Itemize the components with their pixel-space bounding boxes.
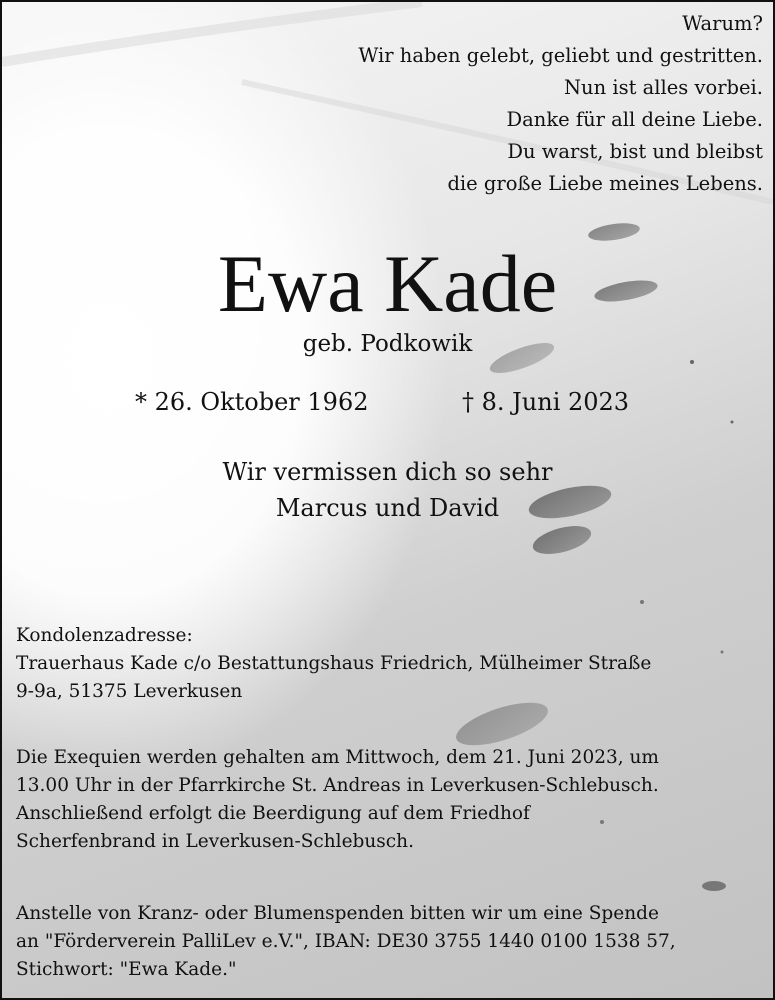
poem	[358, 8, 763, 200]
funeral-line: 13.00 Uhr in der Pfarrkirche St. Andreas in Leverkusen-Schlebusch.	[16, 775, 659, 796]
poem-line: Warum?	[682, 12, 763, 35]
mourners-names: Marcus und David	[275, 494, 500, 522]
death-date: † 8. Juni 2023	[462, 388, 630, 416]
condolence-address	[16, 622, 761, 706]
donation-request	[16, 900, 761, 984]
poem-line: die große Liebe meines Lebens.	[447, 172, 763, 195]
poem-line: Wir haben gelebt, geliebt und gestritten.	[358, 44, 763, 67]
funeral-details	[16, 744, 761, 856]
donation-line: Anstelle von Kranz- oder Blumenspenden bitten wir um eine Spende	[16, 903, 659, 924]
donation-line: an "Förderverein PalliLev e.V.", IBAN: DE30 3755 1440 0100 1538 57,	[16, 931, 676, 952]
life-dates	[2, 384, 773, 420]
birth-date: * 26. Oktober 1962	[135, 388, 369, 416]
deceased-name: Ewa Kade	[217, 238, 558, 329]
condolence-heading: Kondolenzadresse:	[16, 625, 193, 646]
maiden-name: geb. Podkowik	[302, 331, 473, 357]
funeral-line: Scherfenbrand in Leverkusen-Schlebusch.	[16, 831, 414, 852]
closing-line: Wir vermissen dich so sehr	[222, 458, 553, 486]
condolence-line: 9-9a, 51375 Leverkusen	[16, 681, 243, 702]
funeral-line: Anschließend erfolgt die Beerdigung auf dem Friedhof	[16, 803, 530, 824]
poem-line: Danke für all deine Liebe.	[506, 108, 763, 131]
poem-line: Du warst, bist und bleibst	[507, 140, 763, 163]
condolence-line: Trauerhaus Kade c/o Bestattungshaus Friedrich, Mülheimer Straße	[16, 653, 652, 674]
donation-line: Stichwort: "Ewa Kade."	[16, 959, 237, 980]
poem-line: Nun ist alles vorbei.	[563, 76, 763, 99]
funeral-line: Die Exequien werden gehalten am Mittwoch, dem 21. Juni 2023, um	[16, 747, 659, 768]
mourners-message	[2, 454, 773, 526]
